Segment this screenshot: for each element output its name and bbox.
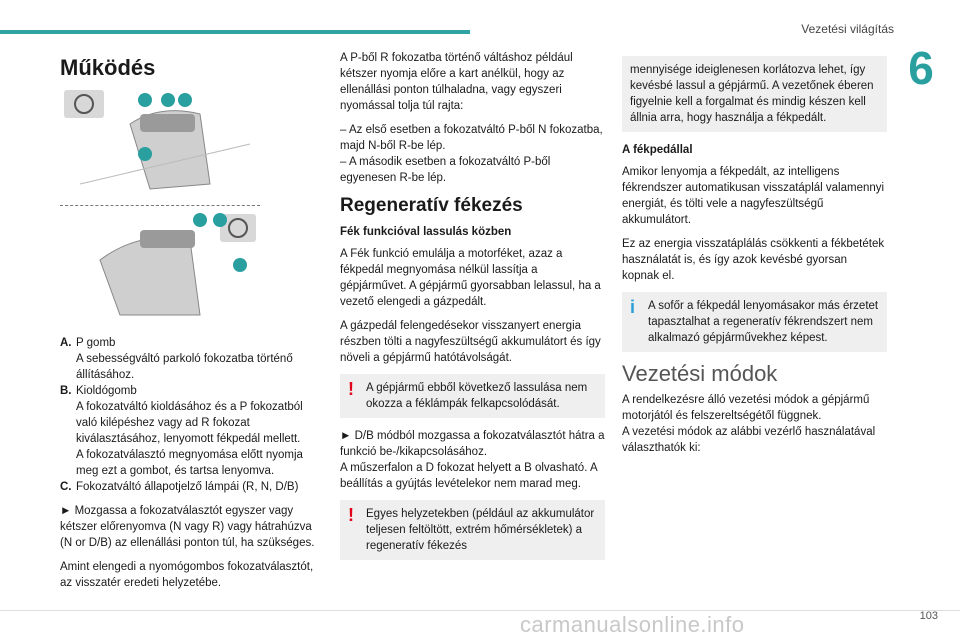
column-3: [622, 50, 887, 464]
header-accent-bar: [0, 30, 470, 34]
page-number: 103: [919, 610, 938, 622]
gear-selector-diagram-rhd: [60, 210, 260, 320]
legend-key: A.: [60, 337, 72, 349]
warning-text: Egyes helyzetekben (például az akkumulátor teljesen feltöltött, extrém hőmérsékletek) a regeneratív fékezés: [366, 508, 595, 552]
column-2: [340, 50, 605, 570]
legend-title: Kioldógomb: [76, 385, 137, 397]
diagram-divider: [60, 205, 260, 206]
warning-text: A gépjármű ebből következő lassulása nem okozza a féklámpák felkapcsolódását.: [366, 382, 588, 410]
legend-item-c: [60, 479, 325, 495]
body-paragraph: Ez az energia visszatáplálás csökkenti a fékbetétek használatát is, és így azok kevésbé gyorsan kopnak el.: [622, 238, 885, 282]
info-box: [622, 292, 887, 352]
legend-item-a: [60, 335, 325, 383]
legend-title: Fokozatváltó állapotjelző lámpái (R, N, D/B): [76, 481, 299, 493]
body-paragraph: Amikor lenyomja a fékpedált, az intelligens fékrendszer automatikusan visszatáplál valamennyi energiát, és tölti vele a nagyfeszültségű akkumulátort.: [622, 166, 885, 226]
warning-box-continued: [622, 56, 887, 132]
body-paragraph: A gázpedál felengedésekor visszanyert energia részben tölti a nagyfeszültségű akkumulátort és így növeli a gépjármű hatótávolságát.: [340, 320, 601, 364]
legend-list: [60, 335, 325, 495]
running-header: Vezetési világítás: [801, 22, 894, 36]
info-text: A sofőr a fékpedál lenyomásakor más érzetet tapasztalhat a regeneratív fékrendszert nem alkalmazó gépjárművekhez képest.: [648, 300, 879, 344]
instruction-paragraph: ► Mozgassa a fokozatválasztót egyszer vagy kétszer előrenyomva (N vagy R) vagy hátrahúzva (N or D/B) az ellenállási ponton túl, ha szükséges.: [60, 505, 315, 549]
gear-selector-diagram-lhd: [60, 84, 260, 194]
warning-box: [340, 374, 605, 418]
chapter-number: 6: [908, 42, 934, 94]
warning-text: mennyisége ideiglenesen korlátozva lehet, így kevésbé lassul a gépjármű. A vezetőnek éberen figyelnie kell a forgalmat és mindig készen kell állnia arra, hogy használja a fékpedált.: [630, 64, 874, 124]
body-paragraph: A rendelkezésre álló vezetési módok a gépjármű motorjától és felszereltségétől függnek.: [622, 394, 870, 422]
legend-text: A fokozatválasztó megnyomása előtt nyomja meg ezt a gombot, és tartsa lenyomva.: [76, 449, 303, 477]
subheading-fek-funkcio: Fék funkcióval lassulás közben: [340, 226, 512, 238]
legend-key: B.: [60, 385, 72, 397]
instruction-paragraph: ► D/B módból mozgassa a fokozatválasztót hátra a funkció be-/kikapcsolásához.: [340, 430, 605, 458]
section-heading-mukodes: Működés: [60, 55, 156, 80]
legend-title: P gomb: [76, 337, 116, 349]
legend-key: C.: [60, 481, 72, 493]
body-paragraph: – Az első esetben a fokozatváltó P-ből N fokozatba, majd N-ből R-be lép.: [340, 124, 603, 152]
warning-icon: !: [348, 379, 354, 399]
body-paragraph: A vezetési módok az alábbi vezérlő használatával választhatók ki:: [622, 426, 876, 454]
footer-rule: [0, 610, 960, 611]
subheading-fekpedal: A fékpedállal: [622, 144, 693, 156]
body-paragraph: A P-ből R fokozatba történő váltáshoz például kétszer nyomja előre a kart anélkül, hogy az ellenállási ponton túlhaladna, vagy egyszeri nyomással tolja túl rajta:: [340, 52, 573, 112]
legend-item-b: [60, 383, 325, 479]
section-heading-regenerativ: Regeneratív fékezés: [340, 195, 523, 216]
column-1: [60, 50, 325, 599]
section-heading-vezetesi-modok: Vezetési módok: [622, 361, 778, 386]
legend-text: A fokozatváltó kioldásához és a P fokozatból való kilépéshez vagy ad R fokozat kiválasztásához, lenyomott fékpedál mellett.: [76, 401, 303, 445]
warning-box: [340, 500, 605, 560]
warning-icon: !: [348, 505, 354, 525]
info-icon: i: [630, 297, 636, 317]
legend-text: A sebességváltó parkoló fokozatba történő állításához.: [76, 353, 293, 381]
body-paragraph: – A második esetben a fokozatváltó P-ből egyenesen R-be lép.: [340, 156, 551, 184]
body-paragraph: Amint elengedi a nyomógombos fokozatválasztót, az visszatér eredeti helyzetébe.: [60, 561, 314, 589]
body-paragraph: A műszerfalon a D fokozat helyett a B olvasható. A beállítás a gyújtás levételekor nem marad meg.: [340, 462, 597, 490]
body-paragraph: A Fék funkció emulálja a motorféket, azaz a fékpedál megnyomása nélkül lassítja a gépjárművet. A gépjármű gyorsabban lelassul, ha a vezető elengedi a gázpedált.: [340, 248, 601, 308]
watermark-text: carmanualsonline.info: [520, 612, 745, 637]
